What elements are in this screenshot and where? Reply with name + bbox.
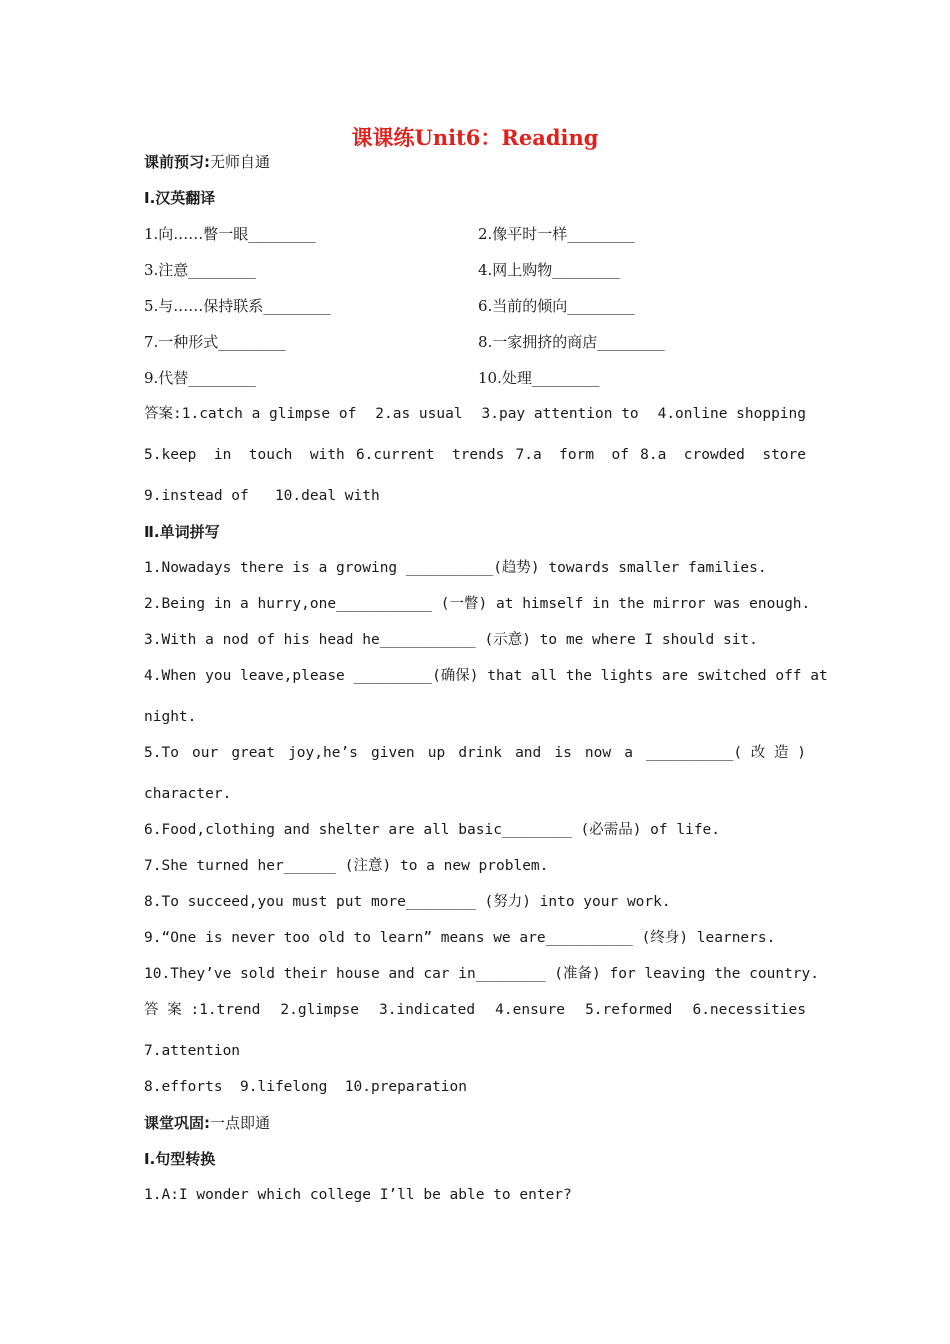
- section1-answer-line: [144, 445, 806, 465]
- section1-answer-line: 9.instead of 10.deal with: [144, 488, 380, 504]
- translation-item: 7.一种形式_________: [144, 333, 286, 351]
- translation-item: 1.向……瞥一眼_________: [144, 225, 316, 243]
- answer-part: 2.as usual: [375, 406, 463, 422]
- word: great: [231, 745, 275, 761]
- translation-item: 6.当前的倾向_________: [478, 297, 635, 315]
- word: and: [515, 745, 542, 761]
- section3-heading: Ⅰ.句型转换: [144, 1150, 216, 1168]
- word: is: [554, 745, 572, 761]
- page-title: 课课练Unit6：Reading: [351, 125, 599, 150]
- word: a: [624, 745, 633, 761]
- word: our: [192, 745, 219, 761]
- translation-item: 3.注意_________: [144, 261, 256, 279]
- section2-heading: Ⅱ.单词拼写: [144, 523, 220, 541]
- translation-item: 8.一家拥挤的商店_________: [478, 333, 665, 351]
- spelling-question-cont: character.: [144, 786, 232, 802]
- spelling-question: 4.When you leave,please _________(确保) that all the lights are switched off at: [144, 668, 828, 684]
- answer-part: 6.current trends: [355, 447, 505, 463]
- consolidate-heading: [144, 1113, 270, 1133]
- word: __________( 改 造 ): [646, 745, 806, 761]
- answer-part: 5.keep in touch with: [144, 447, 345, 463]
- spelling-question-cont: night.: [144, 709, 197, 725]
- spelling-question: [144, 743, 806, 763]
- answer-part: 6.necessities: [692, 1002, 806, 1018]
- spelling-question: 8.To succeed,you must put more________ (努力) into your work.: [144, 894, 671, 910]
- section2-answer-line: 7.attention: [144, 1043, 241, 1059]
- answer-part: 8.a crowded store: [640, 447, 806, 463]
- section2-answer-line: [144, 1000, 806, 1020]
- spelling-question: 3.With a nod of his head he___________ (示意) to me where I should sit.: [144, 632, 758, 648]
- preview-label: 课前预习:: [144, 153, 210, 171]
- translation-item: 10.处理_________: [478, 369, 600, 387]
- answer-part: 4.online shopping: [657, 406, 806, 422]
- preview-heading: [144, 152, 270, 172]
- answer-part: 5.reformed: [585, 1002, 673, 1018]
- word: now: [584, 745, 612, 761]
- answer-part: 4.ensure: [495, 1002, 565, 1018]
- spelling-question: 10.They’ve sold their house and car in________ (准备) for leaving the country.: [144, 966, 820, 982]
- answer-part: 2.glimpse: [280, 1002, 359, 1018]
- translation-item: 9.代替_________: [144, 369, 256, 387]
- answer-part: 7.a form of: [515, 447, 629, 463]
- answer-part: 3.indicated: [379, 1002, 476, 1018]
- answer-part: 3.pay attention to: [481, 406, 639, 422]
- section1-heading: Ⅰ.汉英翻译: [144, 189, 216, 207]
- spelling-question: 9.“One is never too old to learn” means we are__________ (终身) learners.: [144, 930, 776, 946]
- transform-question: 1.A:I wonder which college I’ll be able to enter?: [144, 1187, 572, 1203]
- answer-part: 答案:1.catch a glimpse of: [144, 406, 357, 422]
- word: up: [427, 745, 446, 761]
- word: given: [371, 745, 415, 761]
- word: drink: [458, 745, 502, 761]
- consolidate-label: 课堂巩固:: [144, 1114, 210, 1132]
- spelling-question: 7.She turned her______ (注意) to a new problem.: [144, 858, 549, 874]
- consolidate-sub: 一点即通: [210, 1114, 271, 1132]
- section1-answer-line: [144, 404, 806, 424]
- preview-sub: 无师自通: [210, 153, 271, 171]
- spelling-question: 6.Food,clothing and shelter are all basic________ (必需品) of life.: [144, 822, 721, 838]
- answer-part: 答 案 :1.trend: [144, 1002, 261, 1018]
- translation-item: 2.像平时一样_________: [478, 225, 635, 243]
- spelling-question: 1.Nowadays there is a growing __________(趋势) towards smaller families.: [144, 560, 767, 576]
- section2-answer-line: 8.efforts 9.lifelong 10.preparation: [144, 1079, 468, 1095]
- translation-item: 4.网上购物_________: [478, 261, 620, 279]
- word: joy,he’s: [288, 745, 358, 761]
- word: 5.To: [144, 745, 179, 761]
- spelling-question: 2.Being in a hurry,one___________ (一瞥) at himself in the mirror was enough.: [144, 596, 811, 612]
- translation-item: 5.与……保持联系_________: [144, 297, 331, 315]
